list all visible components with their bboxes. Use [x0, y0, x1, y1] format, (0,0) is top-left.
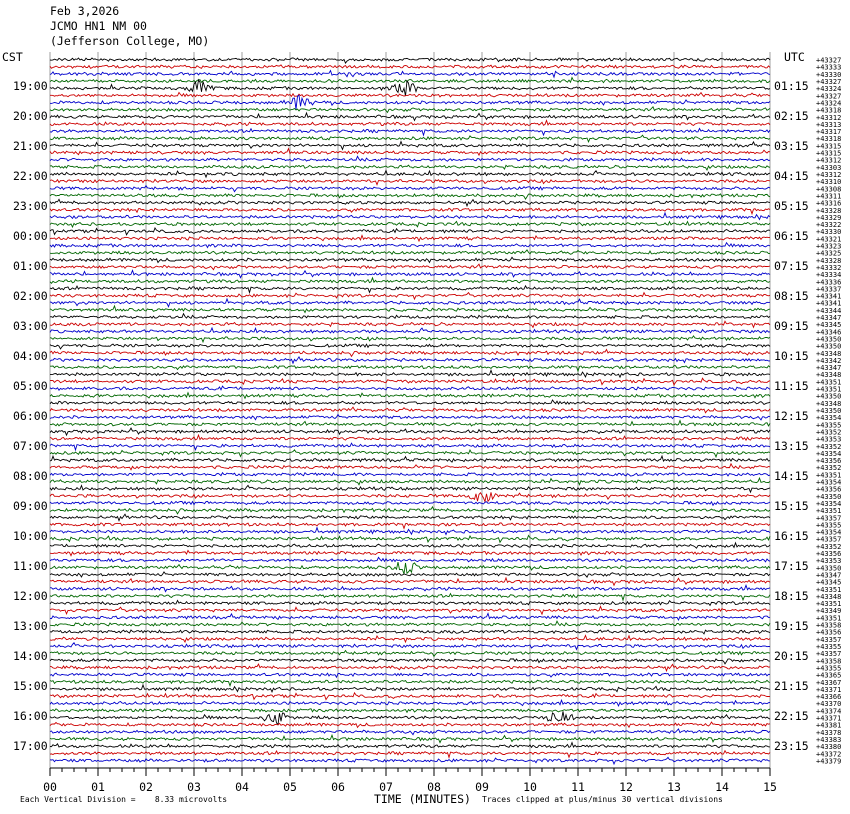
utc-hour-label: 15:15 [774, 499, 809, 513]
trace-line [50, 572, 770, 577]
offset-label: +43325 [816, 249, 842, 258]
offset-label: +43351 [816, 471, 842, 480]
offset-label: +43356 [816, 550, 842, 559]
offset-label: +43350 [816, 342, 842, 351]
trace-line [50, 222, 770, 228]
trace-line [50, 693, 770, 700]
offset-label: +43311 [816, 192, 842, 201]
trace-line [50, 286, 770, 293]
offset-label: +43303 [816, 163, 842, 172]
offset-label: +43337 [816, 285, 842, 294]
trace-line [50, 213, 770, 220]
clip-note: Traces clipped at plus/minus 30 vertical divisions [482, 795, 723, 804]
trace-line [50, 113, 770, 120]
offset-label: +43347 [816, 571, 842, 580]
trace-line [50, 400, 770, 404]
trace-line [50, 306, 770, 313]
offset-label: +43312 [816, 171, 842, 179]
utc-hour-label: 11:15 [774, 379, 809, 393]
offset-label: +43354 [816, 478, 842, 487]
trace-line [50, 156, 770, 161]
trace-line [50, 199, 770, 206]
offset-label: +43351 [816, 585, 842, 594]
offset-label: +43327 [816, 92, 842, 101]
offset-label: +43383 [816, 735, 842, 744]
offset-label: +43354 [816, 449, 842, 458]
x-tick-label: 05 [283, 780, 297, 794]
trace-line [50, 186, 770, 192]
trace-line [50, 278, 770, 284]
trace-line [50, 370, 770, 377]
offset-label: +43381 [816, 721, 842, 730]
cst-hour-label: 13:00 [13, 619, 48, 633]
cst-hour-label: 09:00 [13, 499, 48, 513]
date-label: Feb 3,2026 [50, 4, 120, 18]
offset-label: +43357 [816, 635, 842, 644]
trace-line [50, 135, 770, 142]
offset-label: +43357 [816, 650, 842, 659]
offset-label: +43315 [816, 149, 842, 158]
offset-label: +43324 [816, 85, 842, 94]
trace-line [50, 250, 770, 254]
utc-hour-label: 10:15 [774, 349, 809, 363]
utc-hour-label: 19:15 [774, 619, 809, 633]
trace-line [50, 129, 770, 136]
offset-label: +43351 [816, 378, 842, 387]
trace-line [50, 735, 770, 742]
offset-label: +43345 [816, 578, 842, 587]
trace-line [50, 243, 770, 248]
offset-label: +43353 [816, 557, 842, 566]
offset-label: +43312 [816, 156, 842, 165]
trace-line [50, 435, 770, 440]
trace-line [50, 415, 770, 420]
trace-line [50, 523, 770, 529]
trace-line [50, 321, 770, 327]
cst-hour-label: 23:00 [13, 199, 48, 213]
offset-label: +43345 [816, 321, 842, 330]
trace-line [50, 208, 770, 214]
offset-label: +43358 [816, 621, 842, 630]
offset-label: +43321 [816, 235, 842, 244]
offset-label: +43328 [816, 206, 842, 215]
offset-label: +43356 [816, 485, 842, 494]
cst-hour-label: 17:00 [13, 739, 48, 753]
offset-label: +43327 [816, 78, 842, 87]
trace-line [50, 709, 770, 713]
trace-line [50, 328, 770, 333]
trace-line [50, 393, 770, 399]
cst-hour-label: 21:00 [13, 139, 48, 153]
trace-line [50, 743, 770, 749]
offset-label: +43342 [816, 356, 842, 365]
utc-hour-label: 05:15 [774, 199, 809, 213]
trace-line [50, 65, 770, 68]
x-tick-label: 11 [571, 780, 585, 794]
trace-line [50, 562, 770, 574]
utc-hour-label: 18:15 [774, 589, 809, 603]
right-axis-label: UTC [784, 50, 805, 64]
offset-label: +43333 [816, 63, 842, 72]
utc-hour-label: 02:15 [774, 109, 809, 123]
offset-label: +43310 [816, 178, 842, 187]
x-tick-label: 00 [43, 780, 57, 794]
offset-label: +43353 [816, 435, 842, 444]
offset-label: +43315 [816, 142, 842, 151]
trace-line [50, 428, 770, 435]
trace-line [50, 685, 770, 692]
trace-line [50, 293, 770, 300]
trace-line [50, 659, 770, 664]
trace-line [50, 264, 770, 270]
trace-line [50, 228, 770, 235]
offset-label: +43316 [816, 199, 842, 208]
x-tick-label: 12 [619, 780, 633, 794]
offset-label: +43355 [816, 521, 842, 530]
utc-hour-label: 08:15 [774, 289, 809, 303]
offset-label: +43348 [816, 349, 842, 358]
trace-line [50, 711, 770, 724]
x-axis-title: TIME (MINUTES) [374, 792, 471, 806]
offset-label: +43327 [816, 56, 842, 65]
trace-line [50, 630, 770, 634]
trace-line [50, 142, 770, 150]
offset-label: +43351 [816, 614, 842, 623]
trace-line [50, 179, 770, 184]
x-tick-label: 07 [379, 780, 393, 794]
offset-label: +43347 [816, 314, 842, 323]
trace-line [50, 121, 770, 127]
cst-hour-label: 05:00 [13, 379, 48, 393]
offset-label: +43348 [816, 399, 842, 408]
offset-label: +43324 [816, 99, 842, 108]
offset-label: +43329 [816, 213, 842, 222]
trace-line [50, 621, 770, 626]
trace-line [50, 700, 770, 706]
x-tick-label: 13 [667, 780, 681, 794]
trace-line [50, 270, 770, 277]
trace-line [50, 464, 770, 470]
offset-label: +43328 [816, 256, 842, 265]
utc-hour-label: 20:15 [774, 649, 809, 663]
cst-hour-label: 04:00 [13, 349, 48, 363]
offset-label: +43323 [816, 242, 842, 251]
utc-hour-label: 01:15 [774, 79, 809, 93]
offset-label: +43358 [816, 657, 842, 666]
utc-hour-label: 14:15 [774, 469, 809, 483]
trace-line [50, 95, 770, 109]
offset-label: +43350 [816, 492, 842, 501]
trace-line [50, 636, 770, 643]
cst-hour-label: 15:00 [13, 679, 48, 693]
offset-label: +43352 [816, 464, 842, 473]
trace-line [50, 722, 770, 727]
trace-line [50, 729, 770, 735]
offset-label: +43370 [816, 700, 842, 709]
trace-line [50, 501, 770, 505]
trace-line [50, 751, 770, 758]
trace-line [50, 536, 770, 543]
utc-hour-label: 12:15 [774, 409, 809, 423]
offset-label: +43318 [816, 106, 842, 115]
trace-line [50, 473, 770, 476]
offset-label: +43356 [816, 457, 842, 466]
trace-line [50, 357, 770, 363]
trace-line [50, 421, 770, 426]
cst-hour-label: 22:00 [13, 169, 48, 183]
trace-line [50, 235, 770, 241]
trace-line [50, 594, 770, 601]
offset-label: +43372 [816, 750, 842, 759]
cst-hour-label: 07:00 [13, 439, 48, 453]
utc-hour-label: 21:15 [774, 679, 809, 693]
offset-label: +43380 [816, 743, 842, 752]
left-axis-label: CST [2, 50, 23, 64]
trace-line [50, 557, 770, 561]
trace-line [50, 194, 770, 199]
offset-label: +43371 [816, 714, 842, 723]
cst-hour-label: 19:00 [13, 79, 48, 93]
offset-label: +43308 [816, 185, 842, 194]
offset-label: +43322 [816, 221, 842, 230]
cst-hour-label: 03:00 [13, 319, 48, 333]
trace-line [50, 350, 770, 357]
offset-label: +43378 [816, 728, 842, 737]
trace-line [50, 528, 770, 535]
offset-label: +43313 [816, 120, 842, 129]
trace-line [50, 578, 770, 585]
utc-hour-label: 04:15 [774, 169, 809, 183]
offset-label: +43365 [816, 671, 842, 680]
trace-line [50, 551, 770, 556]
trace-line [50, 257, 770, 262]
offset-label: +43350 [816, 335, 842, 344]
utc-hour-label: 22:15 [774, 709, 809, 723]
trace-line [50, 407, 770, 413]
x-tick-label: 04 [235, 780, 249, 794]
offset-label: +43357 [816, 514, 842, 523]
trace-line [50, 366, 770, 372]
trace-line [50, 165, 770, 170]
trace-line [50, 485, 770, 492]
cst-hour-label: 08:00 [13, 469, 48, 483]
trace-line [50, 107, 770, 113]
station-label: JCMO HN1 NM 00 [50, 19, 147, 33]
trace-line [50, 456, 770, 462]
cst-hour-label: 14:00 [13, 649, 48, 663]
offset-label: +43348 [816, 371, 842, 380]
cst-hour-label: 12:00 [13, 589, 48, 603]
offset-label: +43354 [816, 414, 842, 423]
offset-label: +43355 [816, 421, 842, 430]
trace-line [50, 673, 770, 677]
cst-hour-label: 02:00 [13, 289, 48, 303]
trace-line [50, 757, 770, 764]
offset-label: +43341 [816, 292, 842, 301]
cst-hour-label: 11:00 [13, 559, 48, 573]
offset-label: +43350 [816, 564, 842, 573]
trace-line [50, 651, 770, 657]
offset-label: +43357 [816, 535, 842, 544]
x-tick-label: 01 [91, 780, 105, 794]
trace-line [50, 58, 770, 63]
x-tick-label: 03 [187, 780, 201, 794]
trace-line [50, 299, 770, 307]
offset-label: +43334 [816, 271, 842, 280]
offset-label: +43318 [816, 135, 842, 144]
offset-label: +43344 [816, 306, 842, 315]
offset-label: +43336 [816, 278, 842, 287]
offset-label: +43312 [816, 113, 842, 122]
trace-line [50, 680, 770, 686]
offset-label: +43379 [816, 757, 842, 766]
utc-hour-label: 17:15 [774, 559, 809, 573]
x-tick-label: 08 [427, 780, 441, 794]
cst-hour-label: 10:00 [13, 529, 48, 543]
offset-label: +43354 [816, 499, 842, 508]
offset-label: +43352 [816, 442, 842, 451]
trace-line [50, 507, 770, 514]
offset-label: +43374 [816, 707, 842, 716]
offset-label: +43355 [816, 643, 842, 651]
utc-hour-label: 09:15 [774, 319, 809, 333]
location-label: (Jefferson College, MO) [50, 34, 210, 48]
offset-label: +43366 [816, 693, 842, 702]
x-tick-label: 10 [523, 780, 537, 794]
offset-label: +43332 [816, 263, 842, 272]
offset-label: +43371 [816, 685, 842, 694]
trace-line [50, 378, 770, 385]
trace-line [50, 543, 770, 548]
trace-line [50, 514, 770, 520]
x-tick-label: 14 [715, 780, 729, 794]
trace-line [50, 336, 770, 342]
offset-label: +43367 [816, 678, 842, 687]
trace-line [50, 78, 770, 83]
utc-hour-label: 16:15 [774, 529, 809, 543]
offset-label: +43351 [816, 507, 842, 516]
offset-label: +43317 [816, 128, 842, 137]
x-tick-label: 06 [331, 780, 345, 794]
offset-label: +43352 [816, 542, 842, 551]
trace-line [50, 80, 770, 96]
utc-hour-label: 07:15 [774, 259, 809, 273]
trace-line [50, 613, 770, 620]
trace-line [50, 443, 770, 450]
trace-line [50, 664, 770, 671]
offset-label: +43355 [816, 664, 842, 673]
cst-hour-label: 20:00 [13, 109, 48, 123]
trace-line [50, 585, 770, 591]
offset-label: +43350 [816, 407, 842, 415]
trace-line [50, 344, 770, 349]
utc-hour-label: 06:15 [774, 229, 809, 243]
cst-hour-label: 00:00 [13, 229, 48, 243]
offset-label: +43351 [816, 385, 842, 394]
offset-label: +43346 [816, 328, 842, 337]
x-tick-label: 02 [139, 780, 153, 794]
trace-line [50, 478, 770, 485]
trace-line [50, 601, 770, 606]
utc-hour-label: 23:15 [774, 739, 809, 753]
offset-label: +43330 [816, 228, 842, 237]
cst-hour-label: 01:00 [13, 259, 48, 273]
trace-line [50, 93, 770, 98]
scale-note: Each Vertical Division = 8.33 microvolts [20, 795, 228, 804]
utc-hour-label: 13:15 [774, 439, 809, 453]
trace-line [50, 492, 770, 501]
offset-label: +43348 [816, 592, 842, 601]
offset-label: +43351 [816, 600, 842, 609]
offset-label: +43330 [816, 70, 842, 79]
offset-label: +43350 [816, 392, 842, 401]
trace-line [50, 171, 770, 178]
utc-hour-label: 03:15 [774, 139, 809, 153]
offset-label: +43347 [816, 364, 842, 373]
trace-line [50, 386, 770, 390]
offset-label: +43356 [816, 628, 842, 637]
x-tick-label: 09 [475, 780, 489, 794]
trace-line [50, 149, 770, 156]
trace-line [50, 643, 770, 650]
trace-line [50, 314, 770, 319]
cst-hour-label: 16:00 [13, 709, 48, 723]
trace-line [50, 71, 770, 78]
offset-label: +43352 [816, 428, 842, 437]
trace-line [50, 606, 770, 614]
cst-hour-label: 06:00 [13, 409, 48, 423]
offset-label: +43349 [816, 607, 842, 616]
x-tick-label: 15 [763, 780, 777, 794]
offset-label: +43354 [816, 528, 842, 537]
offset-label: +43341 [816, 299, 842, 308]
